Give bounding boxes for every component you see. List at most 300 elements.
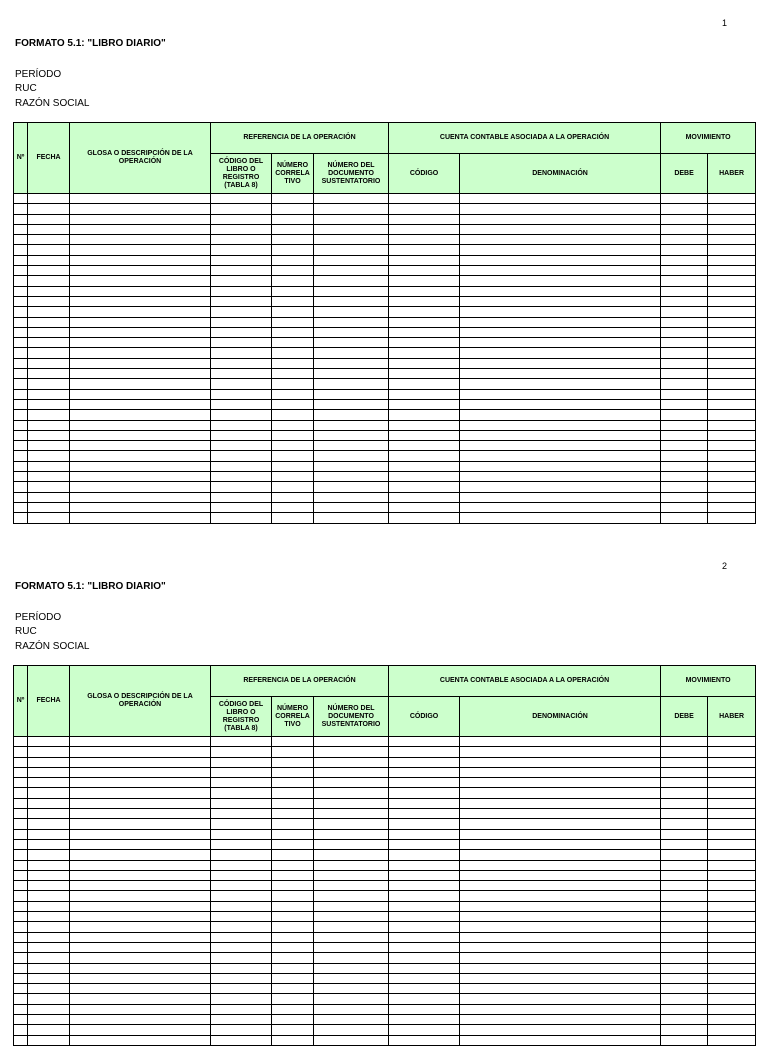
table-cell[interactable] [389,1004,460,1014]
table-cell[interactable] [211,953,272,963]
table-cell[interactable] [389,881,460,891]
table-cell[interactable] [314,901,389,911]
table-cell[interactable] [211,204,272,214]
table-cell[interactable] [389,922,460,932]
table-cell[interactable] [70,317,211,327]
table-cell[interactable] [28,307,70,317]
table-cell[interactable] [14,870,28,880]
table-cell[interactable] [28,922,70,932]
table-cell[interactable] [70,737,211,747]
table-cell[interactable] [460,942,661,952]
table-cell[interactable] [14,798,28,808]
table-cell[interactable] [661,410,708,420]
table-cell[interactable] [70,860,211,870]
table-cell[interactable] [661,870,708,880]
table-cell[interactable] [14,338,28,348]
table-cell[interactable] [272,798,314,808]
table-cell[interactable] [211,286,272,296]
table-cell[interactable] [272,942,314,952]
table-cell[interactable] [661,286,708,296]
table-cell[interactable] [389,276,460,286]
table-cell[interactable] [272,513,314,523]
table-cell[interactable] [708,767,756,777]
table-cell[interactable] [661,932,708,942]
table-cell[interactable] [661,757,708,767]
table-cell[interactable] [211,214,272,224]
table-cell[interactable] [389,461,460,471]
table-cell[interactable] [661,860,708,870]
table-cell[interactable] [708,747,756,757]
table-cell[interactable] [389,839,460,849]
table-cell[interactable] [70,984,211,994]
table-cell[interactable] [70,788,211,798]
table-cell[interactable] [314,482,389,492]
table-cell[interactable] [314,369,389,379]
table-cell[interactable] [211,1035,272,1045]
table-cell[interactable] [14,389,28,399]
table-cell[interactable] [14,963,28,973]
table-cell[interactable] [460,420,661,430]
table-cell[interactable] [389,788,460,798]
table-cell[interactable] [389,953,460,963]
table-cell[interactable] [272,255,314,265]
table-cell[interactable] [314,798,389,808]
table-cell[interactable] [211,778,272,788]
table-cell[interactable] [314,214,389,224]
table-cell[interactable] [70,767,211,777]
table-cell[interactable] [314,737,389,747]
table-cell[interactable] [460,860,661,870]
table-cell[interactable] [460,430,661,440]
table-cell[interactable] [389,348,460,358]
table-cell[interactable] [14,973,28,983]
table-cell[interactable] [70,809,211,819]
table-cell[interactable] [314,194,389,204]
table-cell[interactable] [460,317,661,327]
table-cell[interactable] [272,286,314,296]
table-cell[interactable] [272,214,314,224]
table-cell[interactable] [14,1025,28,1035]
table-cell[interactable] [314,296,389,306]
table-cell[interactable] [28,502,70,512]
table-cell[interactable] [460,389,661,399]
table-cell[interactable] [28,973,70,983]
table-cell[interactable] [272,809,314,819]
table-cell[interactable] [14,194,28,204]
table-cell[interactable] [389,214,460,224]
table-cell[interactable] [70,266,211,276]
table-cell[interactable] [389,1015,460,1025]
table-cell[interactable] [272,502,314,512]
table-cell[interactable] [211,327,272,337]
table-cell[interactable] [314,891,389,901]
table-cell[interactable] [211,194,272,204]
table-cell[interactable] [661,829,708,839]
table-cell[interactable] [661,245,708,255]
table-cell[interactable] [272,973,314,983]
table-cell[interactable] [14,235,28,245]
table-cell[interactable] [314,430,389,440]
table-cell[interactable] [460,839,661,849]
table-cell[interactable] [28,870,70,880]
table-cell[interactable] [211,737,272,747]
table-cell[interactable] [314,461,389,471]
table-cell[interactable] [460,1004,661,1014]
table-cell[interactable] [14,778,28,788]
table-cell[interactable] [70,798,211,808]
table-cell[interactable] [211,819,272,829]
table-cell[interactable] [314,953,389,963]
table-cell[interactable] [211,891,272,901]
table-cell[interactable] [28,296,70,306]
table-cell[interactable] [661,276,708,286]
table-cell[interactable] [460,369,661,379]
table-cell[interactable] [14,204,28,214]
table-cell[interactable] [272,757,314,767]
table-cell[interactable] [460,798,661,808]
table-cell[interactable] [314,819,389,829]
table-cell[interactable] [70,389,211,399]
table-cell[interactable] [28,441,70,451]
table-cell[interactable] [211,788,272,798]
table-cell[interactable] [389,194,460,204]
table-cell[interactable] [708,214,756,224]
table-cell[interactable] [389,472,460,482]
table-cell[interactable] [14,912,28,922]
table-cell[interactable] [28,472,70,482]
table-cell[interactable] [211,224,272,234]
table-cell[interactable] [708,307,756,317]
table-cell[interactable] [314,492,389,502]
table-cell[interactable] [389,901,460,911]
table-cell[interactable] [389,204,460,214]
table-cell[interactable] [314,942,389,952]
table-cell[interactable] [708,1025,756,1035]
table-cell[interactable] [708,296,756,306]
table-cell[interactable] [70,451,211,461]
table-cell[interactable] [389,860,460,870]
table-cell[interactable] [314,420,389,430]
table-cell[interactable] [211,410,272,420]
table-cell[interactable] [14,472,28,482]
table-cell[interactable] [314,307,389,317]
table-cell[interactable] [460,912,661,922]
table-cell[interactable] [661,430,708,440]
table-cell[interactable] [272,994,314,1004]
table-cell[interactable] [460,194,661,204]
table-cell[interactable] [70,1015,211,1025]
table-cell[interactable] [708,984,756,994]
table-cell[interactable] [211,1025,272,1035]
table-cell[interactable] [28,809,70,819]
table-cell[interactable] [314,932,389,942]
table-cell[interactable] [460,513,661,523]
table-cell[interactable] [28,860,70,870]
table-cell[interactable] [70,358,211,368]
table-cell[interactable] [708,276,756,286]
table-cell[interactable] [28,369,70,379]
table-cell[interactable] [211,767,272,777]
table-cell[interactable] [661,747,708,757]
table-cell[interactable] [14,922,28,932]
table-cell[interactable] [28,410,70,420]
table-cell[interactable] [314,441,389,451]
table-cell[interactable] [314,255,389,265]
table-cell[interactable] [460,757,661,767]
table-cell[interactable] [389,224,460,234]
table-cell[interactable] [389,482,460,492]
table-cell[interactable] [389,441,460,451]
table-cell[interactable] [460,984,661,994]
table-cell[interactable] [14,482,28,492]
table-cell[interactable] [389,389,460,399]
table-cell[interactable] [14,747,28,757]
table-cell[interactable] [708,502,756,512]
table-cell[interactable] [70,932,211,942]
table-cell[interactable] [14,492,28,502]
table-cell[interactable] [14,819,28,829]
table-cell[interactable] [460,994,661,1004]
table-cell[interactable] [211,369,272,379]
table-cell[interactable] [389,327,460,337]
table-cell[interactable] [708,379,756,389]
table-cell[interactable] [272,296,314,306]
table-cell[interactable] [14,276,28,286]
table-cell[interactable] [28,379,70,389]
table-cell[interactable] [28,994,70,1004]
table-cell[interactable] [14,1035,28,1045]
table-cell[interactable] [661,1004,708,1014]
table-cell[interactable] [460,922,661,932]
table-cell[interactable] [460,461,661,471]
table-cell[interactable] [70,379,211,389]
table-cell[interactable] [708,932,756,942]
table-cell[interactable] [708,410,756,420]
table-cell[interactable] [211,860,272,870]
table-cell[interactable] [460,358,661,368]
table-cell[interactable] [28,513,70,523]
table-cell[interactable] [389,410,460,420]
table-cell[interactable] [389,963,460,973]
table-cell[interactable] [661,901,708,911]
table-cell[interactable] [708,369,756,379]
table-cell[interactable] [708,870,756,880]
table-cell[interactable] [211,1015,272,1025]
table-cell[interactable] [389,266,460,276]
table-cell[interactable] [14,358,28,368]
table-cell[interactable] [389,420,460,430]
table-cell[interactable] [272,870,314,880]
table-cell[interactable] [28,798,70,808]
table-cell[interactable] [389,747,460,757]
table-cell[interactable] [70,286,211,296]
table-cell[interactable] [211,358,272,368]
table-cell[interactable] [28,850,70,860]
table-cell[interactable] [389,235,460,245]
table-cell[interactable] [708,922,756,932]
table-cell[interactable] [211,870,272,880]
table-cell[interactable] [708,420,756,430]
table-cell[interactable] [460,829,661,839]
table-cell[interactable] [14,502,28,512]
table-cell[interactable] [211,348,272,358]
table-cell[interactable] [272,788,314,798]
table-cell[interactable] [70,441,211,451]
table-cell[interactable] [28,235,70,245]
table-cell[interactable] [70,276,211,286]
table-cell[interactable] [389,492,460,502]
table-cell[interactable] [28,1015,70,1025]
table-cell[interactable] [314,502,389,512]
table-cell[interactable] [460,870,661,880]
table-cell[interactable] [708,348,756,358]
table-cell[interactable] [460,881,661,891]
table-cell[interactable] [14,266,28,276]
table-cell[interactable] [272,461,314,471]
table-cell[interactable] [389,502,460,512]
table-cell[interactable] [708,737,756,747]
table-cell[interactable] [272,451,314,461]
table-cell[interactable] [460,973,661,983]
table-cell[interactable] [272,767,314,777]
table-cell[interactable] [70,420,211,430]
table-cell[interactable] [28,194,70,204]
table-cell[interactable] [211,379,272,389]
table-cell[interactable] [272,194,314,204]
table-cell[interactable] [211,994,272,1004]
table-cell[interactable] [211,747,272,757]
table-cell[interactable] [14,369,28,379]
table-cell[interactable] [14,441,28,451]
table-cell[interactable] [708,204,756,214]
table-cell[interactable] [28,358,70,368]
table-cell[interactable] [460,1015,661,1025]
table-cell[interactable] [314,1015,389,1025]
table-cell[interactable] [661,1025,708,1035]
table-cell[interactable] [272,891,314,901]
table-cell[interactable] [28,461,70,471]
table-cell[interactable] [70,214,211,224]
table-cell[interactable] [211,307,272,317]
table-cell[interactable] [314,757,389,767]
table-cell[interactable] [389,767,460,777]
table-cell[interactable] [272,307,314,317]
table-cell[interactable] [661,224,708,234]
table-cell[interactable] [70,296,211,306]
table-cell[interactable] [708,809,756,819]
table-cell[interactable] [211,430,272,440]
table-cell[interactable] [708,994,756,1004]
table-cell[interactable] [460,788,661,798]
table-cell[interactable] [661,809,708,819]
table-cell[interactable] [211,451,272,461]
table-cell[interactable] [211,881,272,891]
table-cell[interactable] [460,963,661,973]
table-cell[interactable] [460,482,661,492]
table-cell[interactable] [28,757,70,767]
table-cell[interactable] [661,317,708,327]
table-cell[interactable] [661,441,708,451]
table-cell[interactable] [661,513,708,523]
table-cell[interactable] [389,379,460,389]
table-cell[interactable] [211,317,272,327]
table-cell[interactable] [14,245,28,255]
table-cell[interactable] [70,839,211,849]
table-cell[interactable] [314,788,389,798]
table-cell[interactable] [314,317,389,327]
table-cell[interactable] [211,922,272,932]
table-cell[interactable] [389,399,460,409]
table-cell[interactable] [314,829,389,839]
table-cell[interactable] [389,798,460,808]
table-cell[interactable] [14,1004,28,1014]
table-cell[interactable] [708,839,756,849]
table-cell[interactable] [272,235,314,245]
table-cell[interactable] [708,850,756,860]
table-cell[interactable] [708,942,756,952]
table-cell[interactable] [70,472,211,482]
table-cell[interactable] [70,369,211,379]
table-cell[interactable] [272,881,314,891]
table-cell[interactable] [661,953,708,963]
table-cell[interactable] [272,317,314,327]
table-cell[interactable] [389,369,460,379]
table-cell[interactable] [661,461,708,471]
table-cell[interactable] [389,1035,460,1045]
table-cell[interactable] [661,327,708,337]
table-cell[interactable] [272,224,314,234]
table-cell[interactable] [314,870,389,880]
table-cell[interactable] [460,850,661,860]
table-cell[interactable] [460,296,661,306]
table-cell[interactable] [708,430,756,440]
table-cell[interactable] [272,358,314,368]
table-cell[interactable] [272,829,314,839]
table-cell[interactable] [389,809,460,819]
table-cell[interactable] [314,850,389,860]
table-cell[interactable] [661,778,708,788]
table-cell[interactable] [389,296,460,306]
table-cell[interactable] [314,881,389,891]
table-cell[interactable] [70,757,211,767]
table-cell[interactable] [314,860,389,870]
table-cell[interactable] [272,912,314,922]
table-cell[interactable] [272,963,314,973]
table-cell[interactable] [14,788,28,798]
table-cell[interactable] [389,942,460,952]
table-cell[interactable] [211,829,272,839]
table-cell[interactable] [460,441,661,451]
table-cell[interactable] [272,266,314,276]
table-cell[interactable] [661,472,708,482]
table-cell[interactable] [28,912,70,922]
table-cell[interactable] [211,932,272,942]
table-cell[interactable] [314,399,389,409]
table-cell[interactable] [211,942,272,952]
table-cell[interactable] [70,778,211,788]
table-cell[interactable] [661,338,708,348]
table-cell[interactable] [211,1004,272,1014]
table-cell[interactable] [272,1035,314,1045]
table-cell[interactable] [708,891,756,901]
table-cell[interactable] [272,430,314,440]
table-cell[interactable] [28,420,70,430]
table-cell[interactable] [460,338,661,348]
table-cell[interactable] [661,348,708,358]
table-cell[interactable] [70,399,211,409]
table-cell[interactable] [661,255,708,265]
table-cell[interactable] [661,788,708,798]
